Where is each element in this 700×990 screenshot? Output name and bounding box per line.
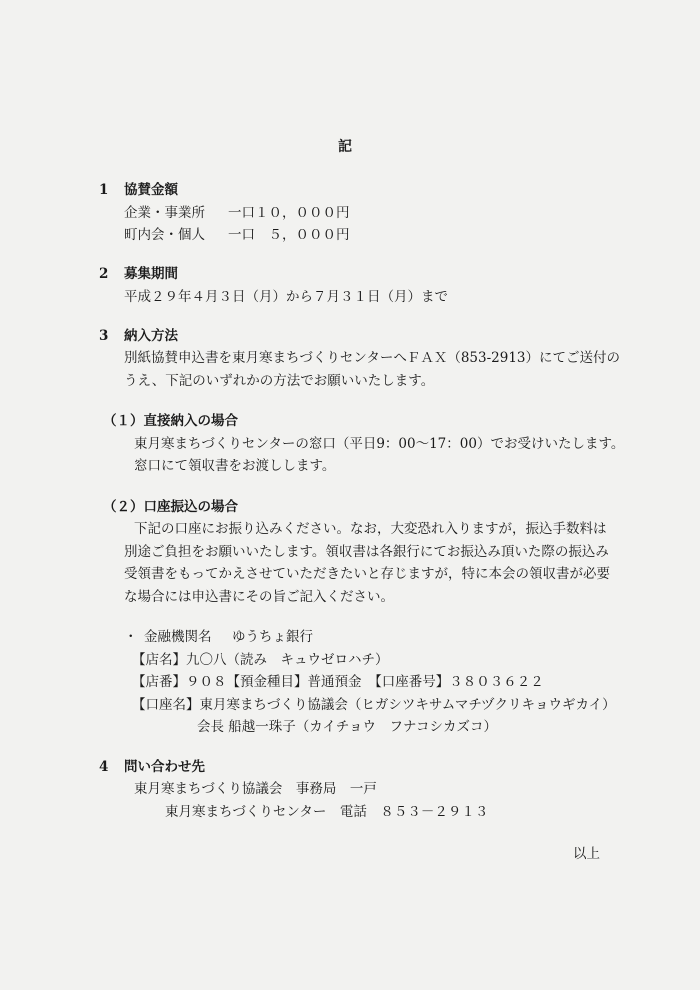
bank-transfer-line-3: 受領書をもってかえさせていただきたいと存じますが，特に本会の領収書が必要 [124,566,610,582]
direct-payment-line-1: 東月寒まちづくりセンターの窓口（平日9：00～17：00）でお受けいたします。 [134,436,625,452]
section-1-heading: 協賛金額 [124,182,178,198]
amount-individual-value: 一口 ５，０００円 [228,227,350,243]
section-3-number: 3 [99,328,109,344]
contact-organization: 東月寒まちづくり協議会 事務局 一戸 [134,781,377,797]
amount-individual-label: 町内会・個人 [124,227,205,243]
bank-transfer-line-4: な場合には申込書にその旨ご記入ください。 [124,589,394,605]
period-text: 平成２９年４月３日（月）から７月３１日（月）まで [124,289,448,305]
bank-bullet: ・ [124,629,138,645]
section-3-heading: 納入方法 [124,328,178,344]
bank-institution-value: ゆうちょ銀行 [232,629,313,645]
bank-account-holder: 会長 船越一珠子（カイチョウ フナコシカズコ） [197,719,497,735]
bank-account-name: 【口座名】東月寒まちづくり協議会（ヒガシツキサムマチヅクリキョウギカイ） [132,697,616,713]
amount-corporate-label: 企業・事業所 [124,205,205,221]
contact-center-phone: 東月寒まちづくりセンター 電話 ８５３－２９１３ [165,804,489,820]
bank-store-number: 【店番】９０８【預金種目】普通預金 【口座番号】３８０３６２２ [132,674,544,690]
bank-transfer-line-1: 下記の口座にお振り込みください。なお，大変恐れ入りますが，振込手数料は [134,521,607,537]
section-4-heading: 問い合わせ先 [124,759,205,775]
section-4-number: 4 [99,759,109,775]
section-2-heading: 募集期間 [124,266,178,282]
payment-method-line-1: 別紙協賛申込書を東月寒まちづくりセンターへＦＡＸ（853-2913）にてご送付の [124,350,621,366]
section-2-number: 2 [99,266,109,282]
section-1-number: 1 [99,182,109,198]
direct-payment-heading: （１）直接納入の場合 [103,413,238,429]
bank-transfer-heading: （２）口座振込の場合 [103,499,238,515]
direct-payment-line-2: 窓口にて領収書をお渡しします。 [134,458,336,474]
closing-text: 以上 [573,846,600,862]
bank-transfer-line-2: 別途ご負担をお願いいたします。領収書は各銀行にてお振込み頂いた際の振込み [124,544,609,560]
payment-method-line-2: うえ、下記のいずれかの方法でお願いいたします。 [124,373,435,389]
bank-institution-label: 金融機関名 [144,629,212,645]
amount-corporate-value: 一口１０，０００円 [228,205,350,221]
bank-store-name: 【店名】九〇八（読み キュウゼロハチ） [132,652,389,668]
document-title: 記 [338,139,352,155]
